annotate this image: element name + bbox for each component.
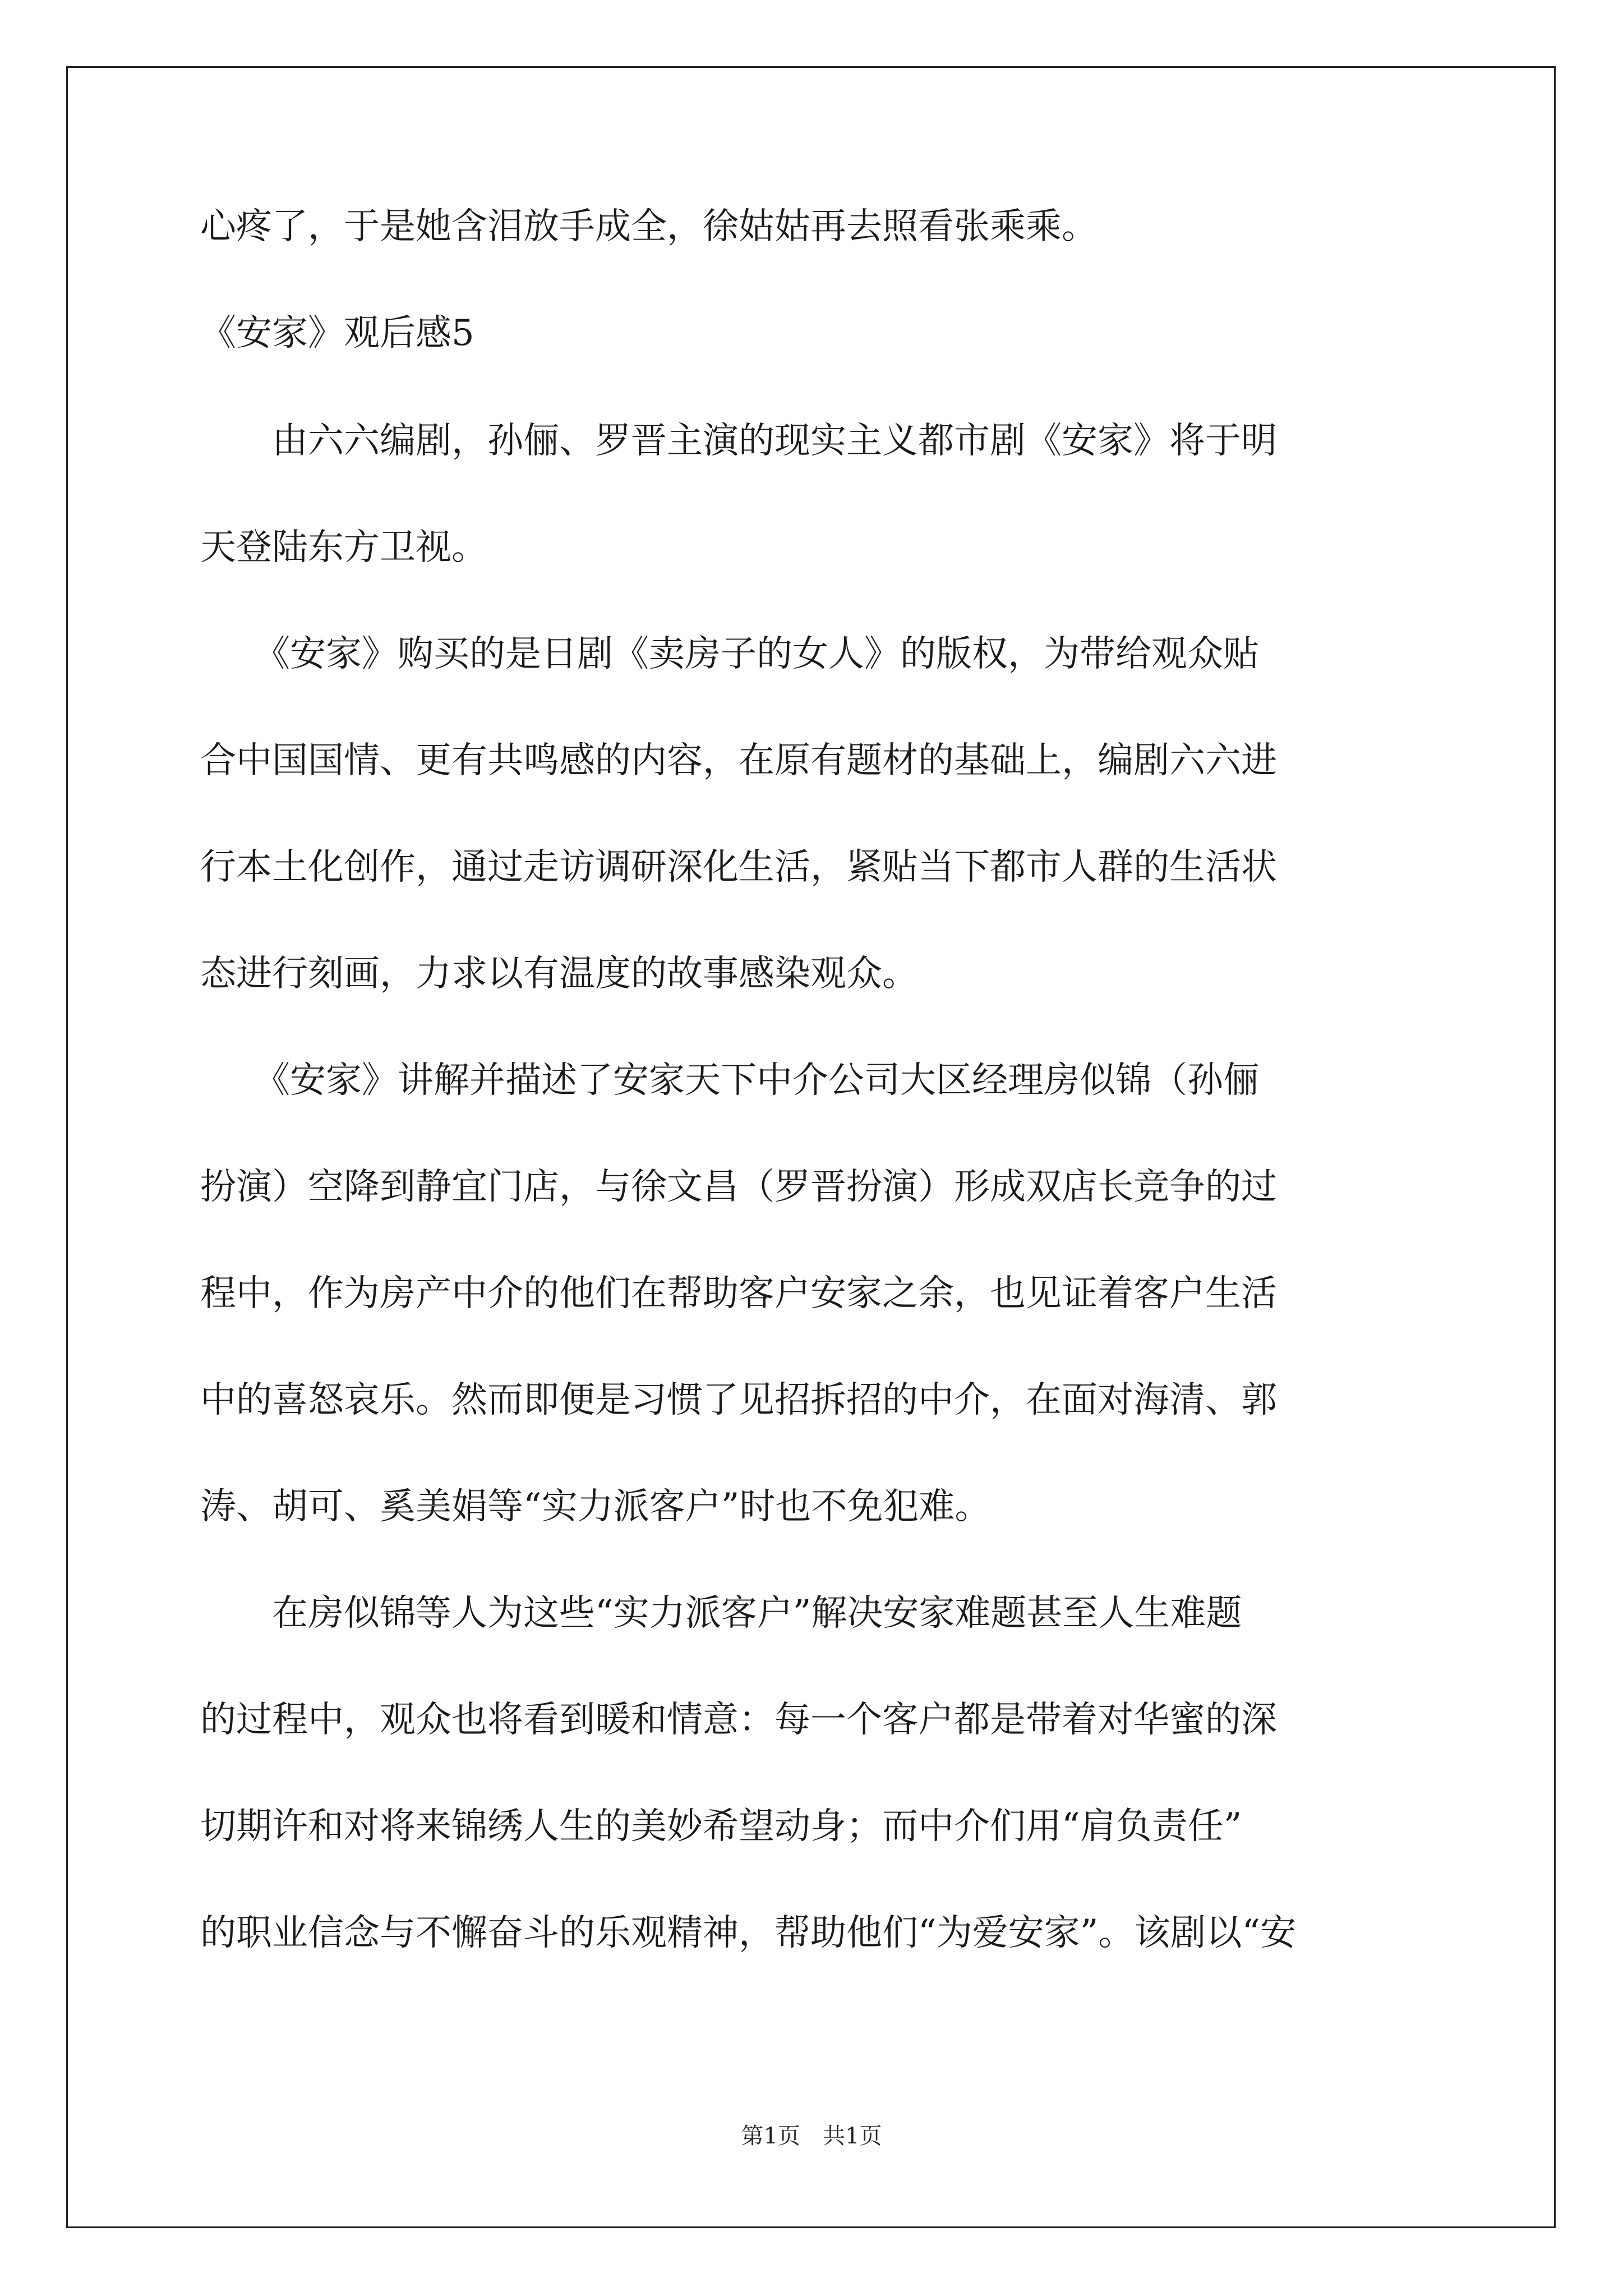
text-line: 在房似锦等人为这些“实力派客户”解决安家难题甚至人生难题 xyxy=(200,1593,1242,1634)
text-line: 切期许和对将来锦绣人生的美妙希望动身；而中介们用“肩负责任” xyxy=(200,1806,1242,1847)
text-line: 程中，作为房产中介的他们在帮助客户安家之余，也见证着客户生活 xyxy=(200,1273,1277,1314)
text-line: 心疼了，于是她含泪放手成全，徐姑姑再去照看张乘乘。 xyxy=(200,206,1098,247)
text-line: 扮演）空降到静宜门店，与徐文昌（罗晋扮演）形成双店长竞争的过 xyxy=(200,1166,1277,1208)
text-line: 中的喜怒哀乐。然而即便是习惯了见招拆招的中介，在面对海清、郭 xyxy=(200,1379,1277,1421)
text-line: 的职业信念与不懈奋斗的乐观精神，帮助他们“为爱安家”。该剧以“安 xyxy=(200,1912,1297,1954)
section-heading: 《安家》观后感5 xyxy=(200,312,474,354)
page-number: 第1页 xyxy=(741,2123,800,2149)
page-border xyxy=(66,66,1556,2228)
text-line: 态进行刻画，力求以有温度的故事感染观众。 xyxy=(200,953,918,995)
text-line: 合中国国情、更有共鸣感的内容，在原有题材的基础上，编剧六六进 xyxy=(200,740,1277,781)
text-line: 天登陆东方卫视。 xyxy=(200,527,487,568)
page-total: 共1页 xyxy=(823,2123,882,2149)
text-line: 《安家》购买的是日剧《卖房子的女人》的版权，为带给观众贴 xyxy=(200,633,1259,675)
text-line: 的过程中，观众也将看到暖和情意：每一个客户都是带着对华蜜的深 xyxy=(200,1699,1277,1741)
text-line: 行本土化创作，通过走访调研深化生活，紧贴当下都市人群的生活状 xyxy=(200,846,1277,888)
page-footer xyxy=(0,2125,1623,2147)
text-line: 《安家》讲解并描述了安家天下中介公司大区经理房似锦（孙俪 xyxy=(200,1060,1259,1101)
text-line: 涛、胡可、奚美娟等“实力派客户”时也不免犯难。 xyxy=(200,1486,991,1527)
text-line: 由六六编剧，孙俪、罗晋主演的现实主义都市剧《安家》将于明 xyxy=(200,420,1277,462)
